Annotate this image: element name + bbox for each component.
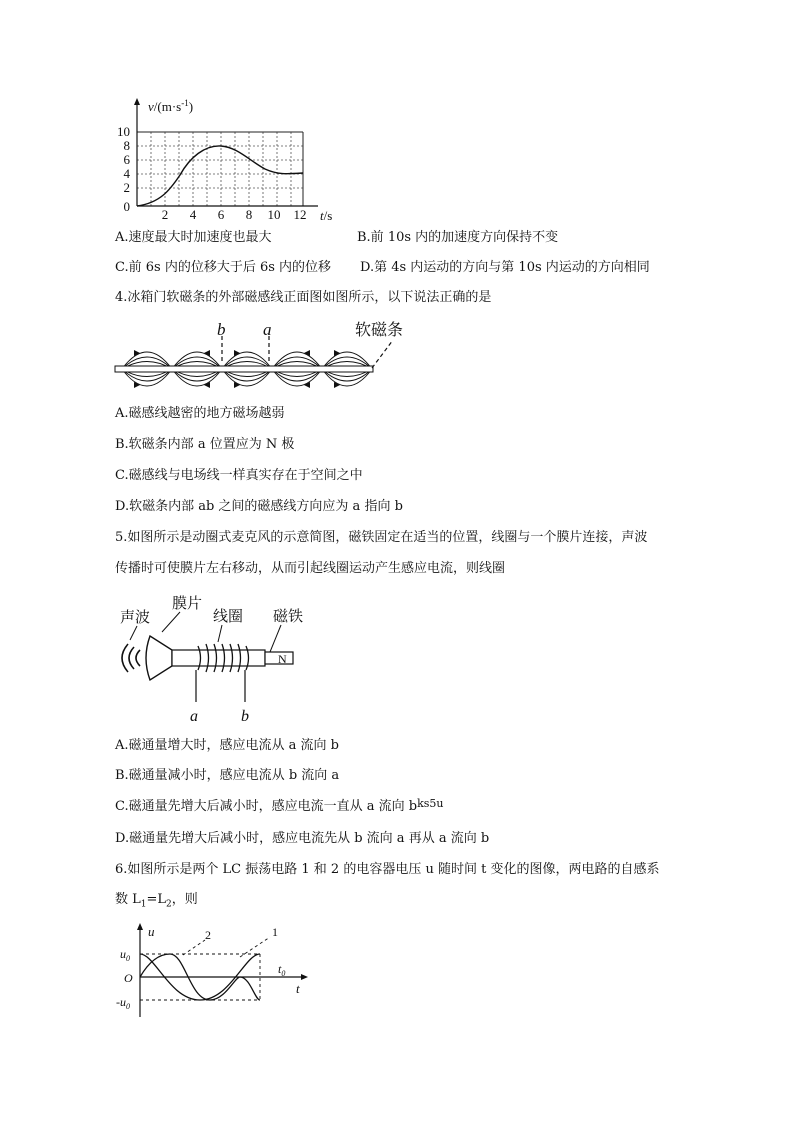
q4-figure-svg	[110, 318, 420, 398]
q5-option-c[interactable]	[115, 798, 444, 816]
q5-coil-tube	[172, 650, 265, 666]
q6-stem-line1: 6.如图所示是两个 LC 振荡电路 1 和 2 的电容器电压 u 随时间 t 变化的图像，两电路的自感系	[115, 862, 660, 877]
q5-label-a: a	[190, 708, 198, 725]
q6-label-t0-sub: 0	[281, 969, 286, 978]
q5-leader-membrane	[162, 612, 180, 632]
q5-label-sound: 声波	[120, 610, 151, 626]
q3-xlabel-t: t	[320, 208, 324, 223]
q5-label-b: b	[241, 708, 249, 725]
q5-option-b[interactable]: B.磁通量减小时，感应电流从 b 流向 a	[115, 768, 340, 783]
q3-xtick-8: 8	[245, 207, 253, 222]
q6-stem-line2	[115, 891, 198, 914]
q5-label-n: N	[278, 652, 287, 666]
q5-option-a[interactable]: A.磁通量增大时，感应电流从 a 流向 b	[115, 738, 339, 753]
q3-xtick-10: 10	[267, 207, 281, 222]
q6-label-curve-2: 2	[205, 928, 211, 942]
q6-label-t0-base: t	[278, 962, 282, 976]
q3-xlabel	[320, 208, 332, 223]
q3-ytick-0: 0	[123, 199, 130, 214]
q6-stem-sub1: 1	[140, 899, 147, 910]
q4-option-d[interactable]: D.软磁条内部 ab 之间的磁感线方向应为 a 指向 b	[115, 499, 403, 514]
q6-leader-2	[183, 940, 205, 955]
q5-option-c-text: C.磁通量先增大后减小时，感应电流一直从 a 流向 b	[115, 799, 418, 814]
q6-label-neg-u0-base: -u	[116, 995, 126, 1009]
q3-velocity-curve	[137, 146, 303, 206]
q3-xlabel-unit: /s	[323, 208, 333, 223]
q3-ytick-6: 6	[123, 152, 130, 167]
q4-option-b[interactable]: B.软磁条内部 a 位置应为 N 极	[115, 437, 295, 452]
q3-ytick-10: 10	[117, 124, 130, 139]
q3-ylabel	[148, 98, 193, 114]
q5-option-d[interactable]: D.磁通量先增大后减小时，感应电流先从 b 流向 a 再从 a 流向 b	[115, 831, 490, 846]
q3-ytick-8: 8	[123, 138, 130, 153]
q5-label-magnet: 磁铁	[273, 609, 304, 625]
q6-stem-pre: 数 L	[115, 892, 141, 907]
q3-ylabel-exp: -1	[181, 98, 189, 108]
q4-magnet-strip-figure	[110, 318, 420, 398]
q6-label-u0	[120, 947, 130, 963]
q6-stem-mid: =L	[146, 892, 167, 907]
q6-label-u: u	[148, 924, 155, 939]
q3-option-d[interactable]: D.第 4s 内运动的方向与第 10s 内运动的方向相同	[360, 260, 650, 275]
q3-ylabel-close: )	[188, 99, 194, 114]
q6-stem-post: ，则	[171, 892, 198, 907]
q6-label-neg-u0	[116, 995, 130, 1011]
q3-ytick-4: 4	[123, 166, 130, 181]
q6-u-arrow	[137, 923, 143, 930]
q6-label-t: t	[296, 981, 300, 996]
q5-option-c-tag: ks5u	[417, 797, 444, 810]
q6-t-arrow	[301, 974, 308, 980]
q3-option-a[interactable]: A.速度最大时加速度也最大	[115, 230, 272, 245]
q3-xtick-6: 6	[217, 207, 225, 222]
q3-ylabel-v: v	[148, 99, 154, 114]
q5-membrane	[146, 636, 172, 680]
q6-ut-graph-svg	[110, 920, 320, 1020]
q5-stem-line1: 5.如图所示是动圈式麦克风的示意简图，磁铁固定在适当的位置，线圈与一个膜片连接，声波	[115, 530, 648, 545]
q5-label-membrane: 膜片	[172, 596, 203, 612]
q5-figure-svg	[110, 592, 320, 727]
q4-stem: 4.冰箱门软磁条的外部磁感线正面图如图所示，以下说法正确的是	[115, 290, 492, 305]
q4-strip-leader	[372, 340, 393, 368]
q5-leader-sound	[130, 626, 137, 640]
q3-xtick-2: 2	[161, 207, 169, 222]
q3-ylabel-unit: /(m·s	[153, 99, 182, 114]
q6-label-o: O	[124, 971, 133, 985]
q5-sound-wave-icon	[122, 644, 140, 672]
q5-leader-coil	[218, 625, 222, 642]
q4-option-c[interactable]: C.磁感线与电场线一样真实存在于空间之中	[115, 468, 363, 483]
q3-xtick-4: 4	[189, 207, 197, 222]
q5-leader-magnet	[270, 625, 281, 652]
q4-label-a: a	[263, 320, 272, 339]
q3-option-c[interactable]: C.前 6s 内的位移大于后 6s 内的位移	[115, 260, 332, 275]
q3-xtick-12: 12	[293, 207, 307, 222]
q6-stem-sub2: 2	[166, 899, 172, 910]
q5-label-coil: 线圈	[213, 609, 244, 625]
q3-y-arrow	[134, 98, 140, 105]
q6-ut-graph	[110, 920, 320, 1020]
q3-option-b[interactable]: B.前 10s 内的加速度方向保持不变	[357, 230, 559, 245]
q3-vt-graph-svg	[110, 95, 350, 225]
q4-option-a[interactable]: A.磁感线越密的地方磁场越弱	[115, 406, 285, 421]
q3-vt-graph	[110, 95, 350, 225]
q6-label-u0-sub: 0	[126, 954, 130, 963]
q4-label-b: b	[217, 320, 226, 339]
q5-stem-line2: 传播时可使膜片左右移动，从而引起线圈运动产生感应电流，则线圈	[115, 561, 506, 576]
q4-soft-magnet-strip	[115, 366, 373, 372]
q3-grid	[137, 132, 303, 206]
q4-label-strip: 软磁条	[355, 322, 404, 339]
q6-label-neg-u0-sub: 0	[126, 1002, 130, 1011]
q5-microphone-figure	[110, 592, 320, 727]
q6-label-u0-base: u	[120, 947, 126, 961]
q6-label-t0	[278, 962, 285, 978]
q6-label-curve-1: 1	[272, 925, 278, 939]
q3-ytick-2: 2	[123, 180, 130, 195]
